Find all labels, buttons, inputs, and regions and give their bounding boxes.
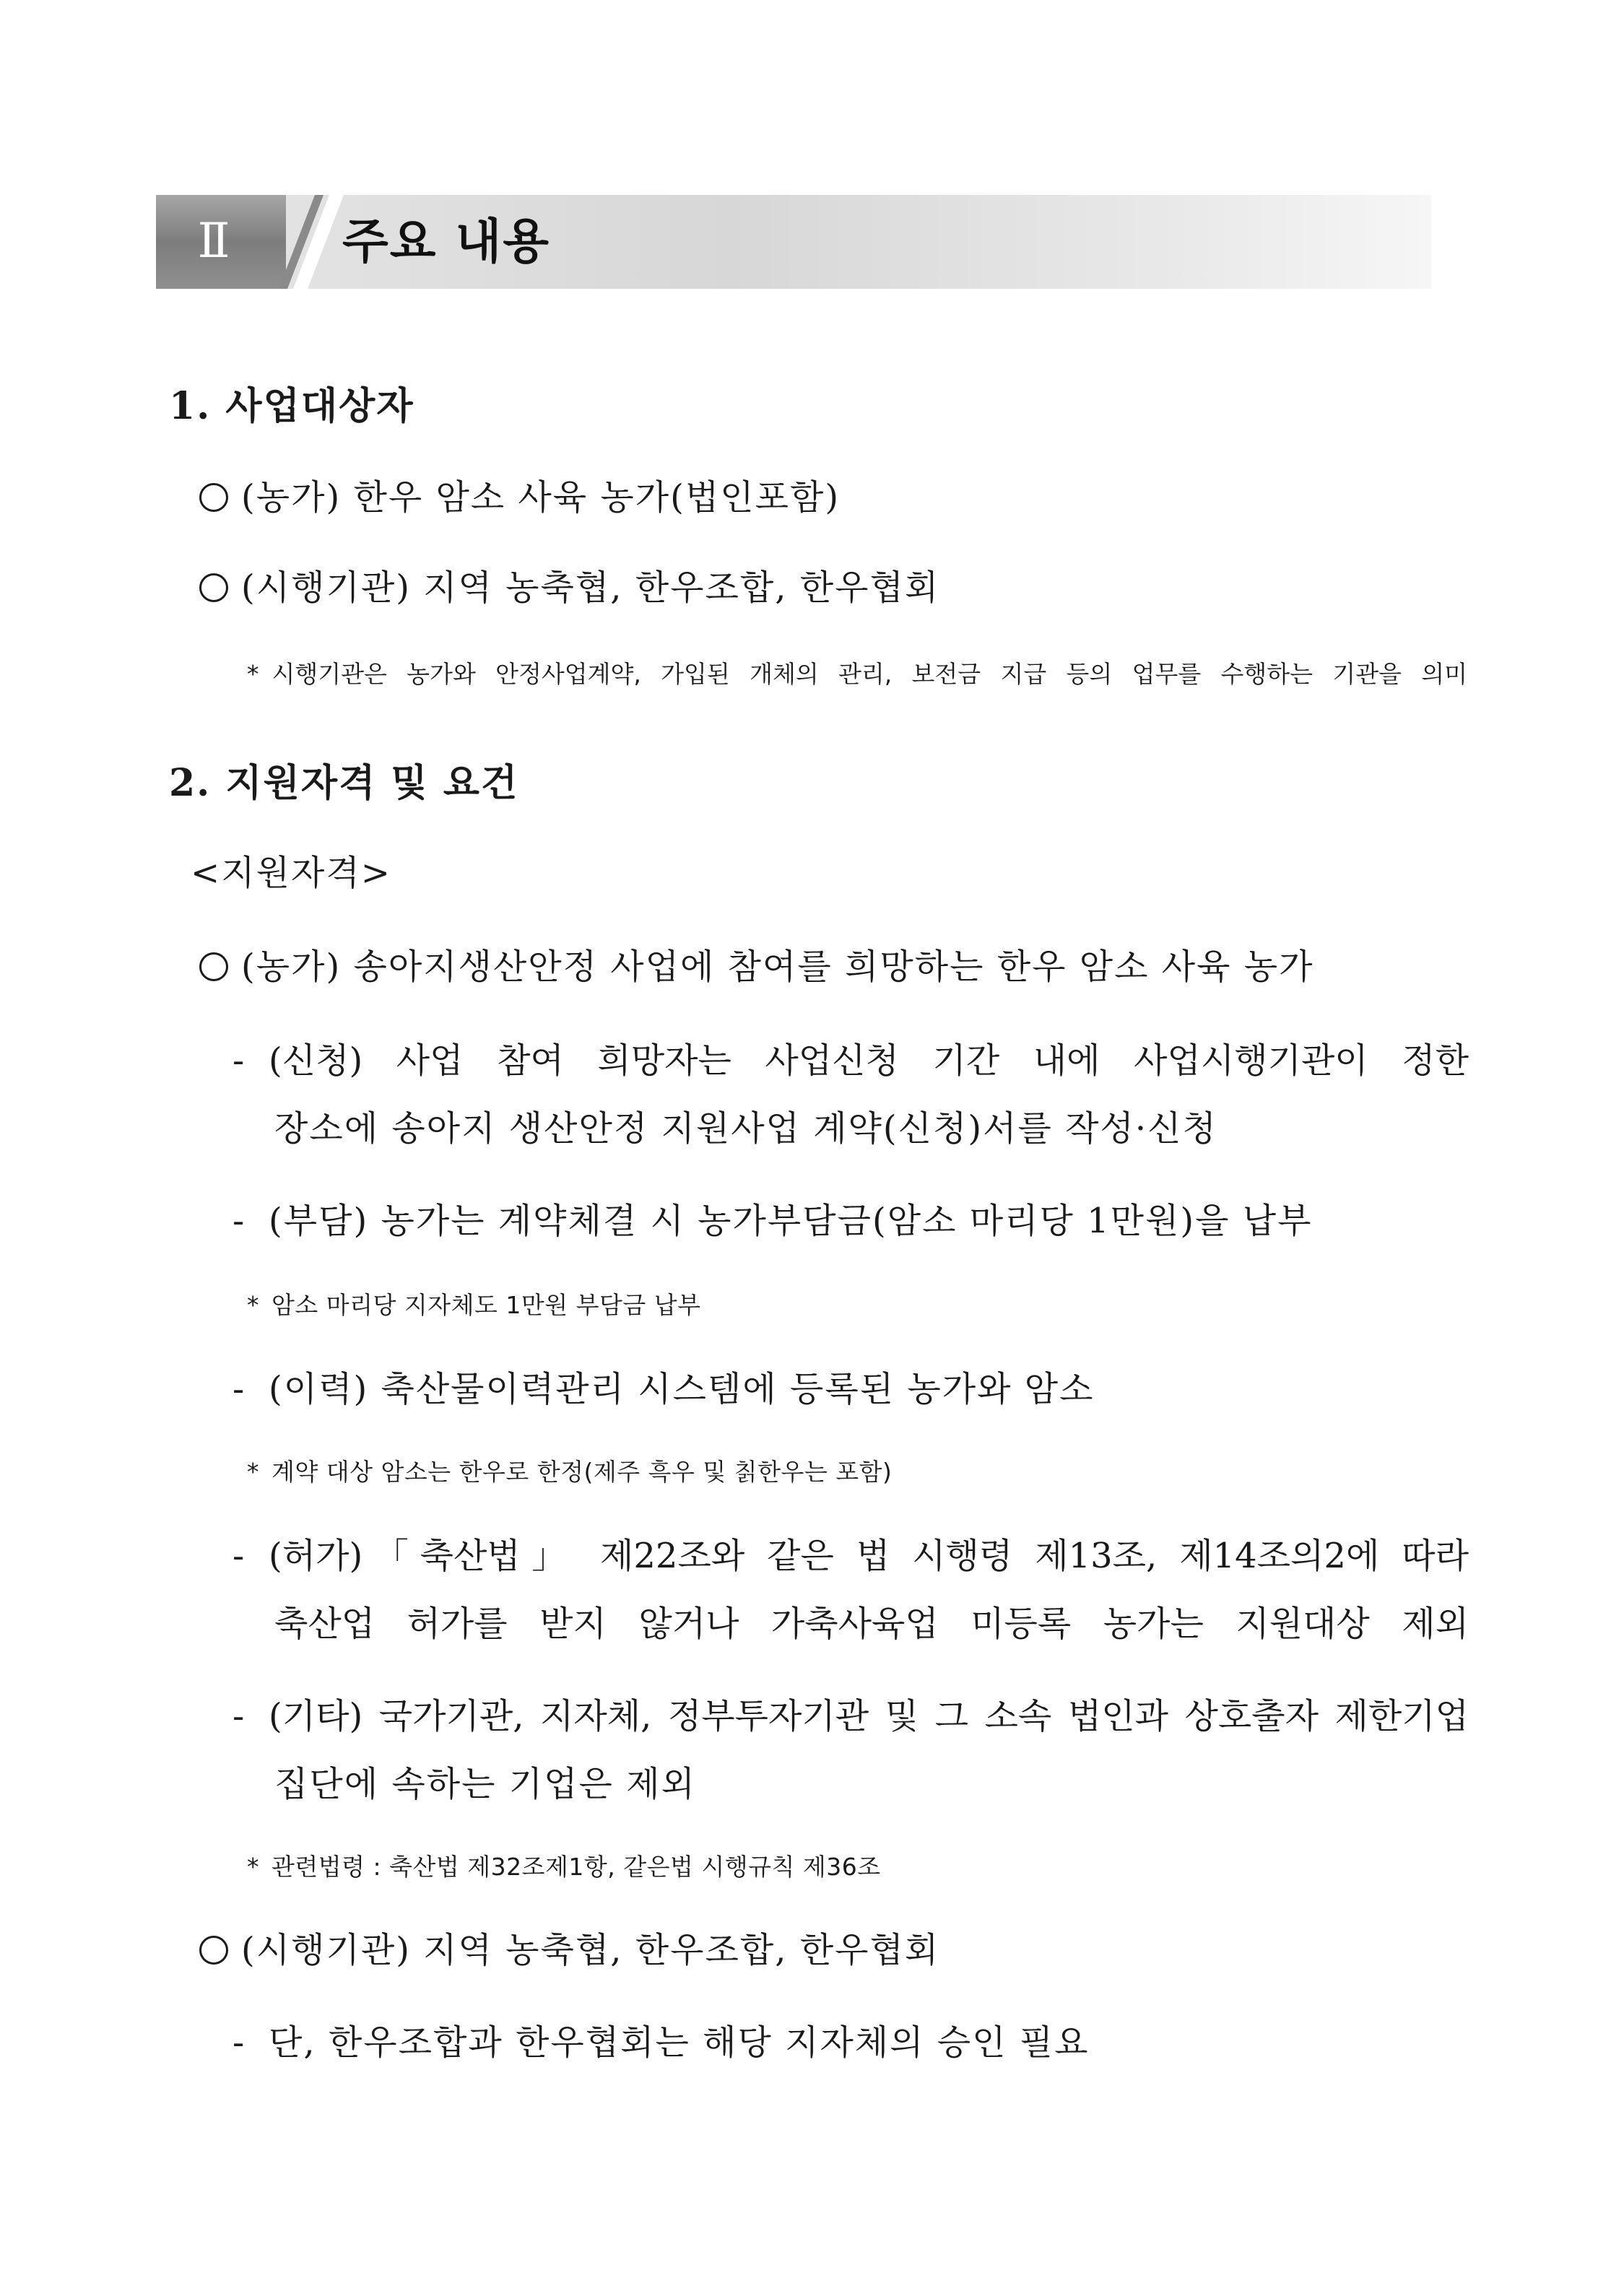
list-item	[199, 939, 1313, 988]
item-text: (농가) 송아지생산안정 사업에 참여를 희망하는 한우 암소 사육 농가	[241, 947, 1314, 987]
circle-bullet-icon	[199, 1936, 228, 1965]
dash-marker: -	[233, 1696, 245, 1736]
heading-business-target: 1. 사업대상자	[169, 384, 414, 428]
footnote-text: 시행기관은 농가와 안정사업계약, 가입된 개체의 관리, 보전금 지급 등의 업무를 수행하는 기관을 의미	[272, 660, 1467, 688]
sub-item-text: 축산업 허가를 받지 않거나 가축사육업 미등록 농가는 지원대상 제외	[274, 1604, 1469, 1644]
sub-item-continuation: 장소에 송아지 생산안정 지원사업 계약(신청)서를 작성·신청	[274, 1108, 1217, 1149]
item-text: (농가) 한우 암소 사육 농가(법인포함)	[241, 477, 841, 518]
footnote	[247, 656, 1467, 690]
footnote-text: 암소 마리당 지자체도 1만원 부담금 납부	[272, 1291, 701, 1319]
footnote-marker: *	[247, 1853, 259, 1881]
dash-marker: -	[233, 2022, 246, 2063]
dash-marker: -	[233, 1040, 245, 1081]
sub-item	[233, 1032, 1469, 1082]
list-item	[199, 560, 939, 609]
sub-item-text: (이력) 축산물이력관리 시스템에 등록된 농가와 암소	[269, 1369, 1095, 1409]
sub-item-continuation: 집단에 속하는 기업은 제외	[274, 1764, 696, 1804]
sub-item	[233, 1528, 1469, 1578]
circle-bullet-icon	[199, 483, 228, 512]
list-item	[199, 469, 840, 519]
sub-item	[233, 1688, 1469, 1738]
footnote-marker: *	[247, 1291, 259, 1319]
sub-item	[233, 2014, 1090, 2064]
sub-item-text: (허가)「축산법」 제22조와 같은 법 시행령 제13조, 제14조의2에 따라	[269, 1536, 1469, 1576]
sub-item-text: (신청) 사업 참여 희망자는 사업신청 기간 내에 사업시행기관이 정한	[269, 1040, 1469, 1081]
sub-item-text: (기타) 국가기관, 지자체, 정부투자기관 및 그 소속 법인과 상호출자 제한기업	[269, 1696, 1469, 1736]
heading-eligibility: 2. 지원자격 및 요건	[169, 761, 519, 805]
footnote-marker: *	[247, 1458, 259, 1486]
banner-slash-icon	[264, 195, 351, 289]
circle-bullet-icon	[199, 573, 228, 602]
item-text: (시행기관) 지역 농축협, 한우조합, 한우협회	[241, 1930, 940, 1970]
dash-marker: -	[233, 1201, 246, 1241]
footnote-marker: *	[247, 660, 259, 688]
dash-marker: -	[233, 1369, 246, 1409]
sub-item-text: (부담) 농가는 계약체결 시 농가부담금(암소 마리당 1만원)을 납부	[269, 1201, 1313, 1241]
sub-item-continuation	[274, 1596, 1469, 1645]
sub-item	[233, 1193, 1312, 1243]
footnote	[247, 1453, 892, 1487]
dash-marker: -	[233, 1536, 245, 1576]
item-text: (시행기관) 지역 농축협, 한우조합, 한우협회	[241, 568, 940, 608]
footnote-text: 계약 대상 암소는 한우로 한정(제주 흑우 및 칡한우는 포함)	[272, 1458, 893, 1486]
section-number: Ⅱ	[156, 195, 286, 289]
footnote	[247, 1848, 881, 1882]
footnote	[247, 1287, 701, 1321]
section-banner	[156, 195, 1431, 289]
list-item	[199, 1922, 939, 1972]
subheading-eligibility: <지원자격>	[191, 853, 391, 893]
sub-item-text: 단, 한우조합과 한우협회는 해당 지자체의 승인 필요	[269, 2022, 1090, 2063]
circle-bullet-icon	[199, 952, 228, 981]
sub-item	[233, 1361, 1094, 1411]
section-title: 주요 내용	[342, 214, 551, 269]
footnote-text: 관련법령 : 축산법 제32조제1항, 같은법 시행규칙 제36조	[272, 1853, 881, 1881]
